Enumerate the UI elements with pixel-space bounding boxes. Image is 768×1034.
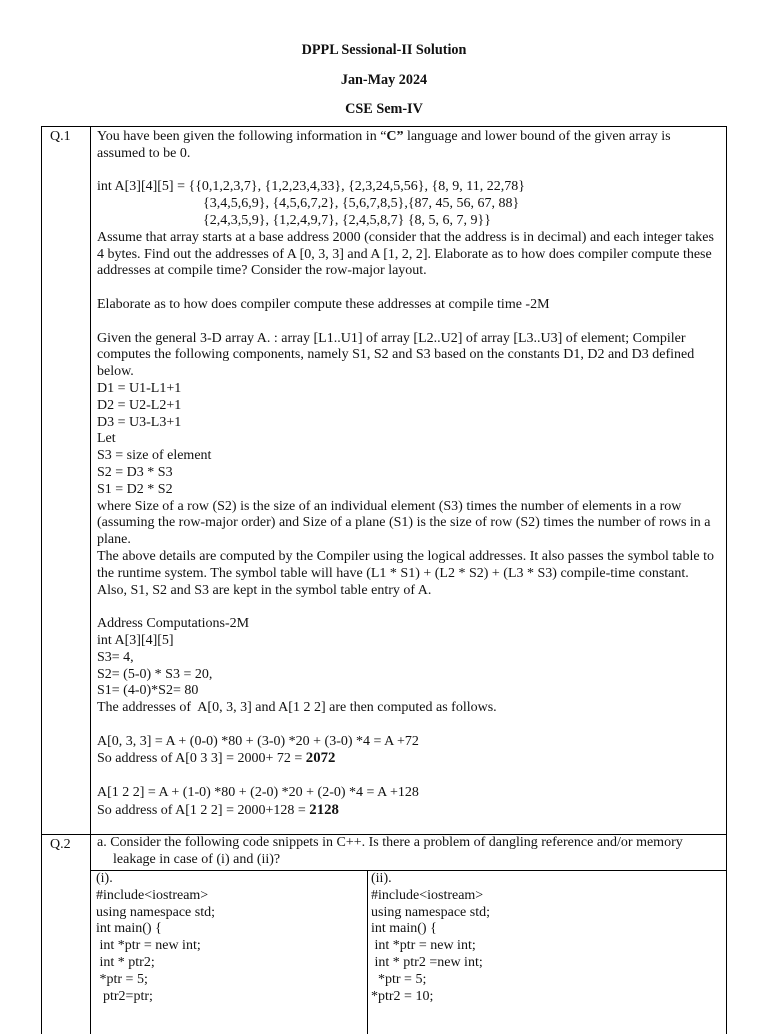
q1-a122-expression: A[1 2 2] = A + (1-0) *80 + (2-0) *20 + (2-0) *4 = A +128	[97, 785, 419, 801]
code-line: int *ptr = new int;	[371, 938, 476, 954]
q1-assumption: Assume that array starts at a base address 2000 (consider that the address is in decimal) and each integer takes 4 bytes. Find out the addresses of A [0, 3, 3] and A [1, 2, 2]. Elaborate as to how does compiler compute these addresses at compile time? Consider the row-major layout.	[97, 229, 718, 279]
code-line: #include<iostream>	[96, 887, 209, 903]
question-1-row	[41, 126, 727, 835]
code-line: int main() {	[96, 921, 162, 937]
question-2-row	[41, 834, 727, 1034]
q1-s2-value: S2= (5-0) * S3 = 20,	[97, 666, 213, 682]
q1-computed-intro: The addresses of A[0, 3, 3] and A[1 2 2] are then computed as follows.	[97, 700, 497, 716]
q1-array-line-2: {3,4,5,6,9}, {4,5,6,7,2}, {5,6,7,8,5},{87, 45, 56, 67, 88}	[203, 196, 520, 212]
q1-declaration: int A[3][4][5]	[97, 632, 174, 648]
q1-s2-definition: S2 = D3 * S3	[97, 464, 173, 480]
code-snippet-i	[91, 871, 368, 1034]
document-term: Jan-May 2024	[340, 72, 428, 88]
q1-let: Let	[97, 431, 116, 447]
code-line: #include<iostream>	[371, 887, 484, 903]
q1-symbol-table-explanation: The above details are computed by the Compiler using the logical addresses. It also passes the symbol table to the runtime system. The symbol table will have (L1 * S1) + (L2 * S2) + (L3 * S3) compile-time constant. Also, S1, S2 and S3 are kept in the symbol table entry of A.	[97, 548, 718, 598]
q1-intro-pre: You have been given the following information in “	[97, 129, 387, 144]
q1-intro	[97, 129, 718, 163]
q1-a033-result: 2072	[305, 750, 336, 767]
q1-a122-result: 2128	[309, 801, 339, 818]
q1-d1: D1 = U1-L1+1	[97, 380, 182, 396]
q1-elaborate-heading: Elaborate as to how does compiler compute these addresses at compile time -2M	[97, 296, 550, 312]
q1-address-computations-heading: Address Computations-2M	[97, 616, 250, 632]
code-snippet-ii-text	[371, 871, 726, 1005]
code-line: *ptr = 5;	[96, 971, 148, 987]
q1-a122-address-label: So address of A[1 2 2] = 2000+128 =	[97, 802, 310, 818]
q1-s1-definition: S1 = D2 * S2	[97, 481, 173, 497]
code-line: *ptr = 5;	[371, 971, 427, 987]
q1-s3-value: S3= 4,	[97, 649, 134, 665]
document-course: CSE Sem-IV	[345, 101, 423, 117]
q1-a122-address	[97, 802, 718, 820]
code-line: int * ptr2;	[96, 954, 155, 970]
q1-where-explanation: where Size of a row (S2) is the size of an individual element (S3) times the number of elements in a row (assuming the row-major order) and Size of a plane (S1) is the size of row (S2) times the number of rows in a plane.	[97, 498, 715, 548]
q1-intro-post: language and lower bound of the given array is assumed to be 0.	[97, 129, 675, 161]
q1-general-array: Given the general 3-D array A. : array [L1..U1] of array [L2..U2] of array [L3..U3] of element; Compiler computes the following components, namely S1, S2 and S3 based on the constants D1, D2 and D3 defined below.	[97, 330, 698, 380]
code-line: using namespace std;	[96, 904, 215, 920]
q2-prompt: a. Consider the following code snippets in C++. Is there a problem of dangling reference and/or memory leakage in case of (i) and (ii)?	[97, 835, 683, 867]
q1-s1-value: S1= (4-0)*S2= 80	[97, 683, 199, 699]
question-2-prompt-cell	[91, 835, 726, 871]
question-1-number: Q.1	[42, 127, 91, 834]
code-line: *ptr2 = 10;	[371, 988, 434, 1004]
q1-d3: D3 = U3-L3+1	[97, 414, 182, 430]
document-title: DPPL Sessional-II Solution	[301, 42, 467, 58]
q1-array-line-3: {2,4,3,5,9}, {1,2,4,9,7}, {2,4,5,8,7} {8, 5, 6, 7, 9}}	[203, 212, 491, 228]
code-line: int *ptr = new int;	[96, 938, 201, 954]
q1-a033-expression: A[0, 3, 3] = A + (0-0) *80 + (3-0) *20 + (3-0) *4 = A +72	[97, 733, 419, 749]
question-1-body	[91, 127, 726, 834]
code-line: (i).	[96, 871, 113, 886]
code-snippet-i-text	[96, 871, 367, 1005]
q1-a033-address-label: So address of A[0 3 3] = 2000+ 72 =	[97, 751, 306, 767]
q1-a033-address	[97, 750, 718, 768]
code-snippet-ii	[368, 871, 726, 1034]
question-2-number: Q.2	[42, 835, 91, 1034]
code-line: ptr2=ptr;	[96, 988, 153, 1004]
code-line: (ii).	[371, 871, 392, 886]
q1-array-line-1: int A[3][4][5] = {{0,1,2,3,7}, {1,2,23,4,33}, {2,3,24,5,56}, {8, 9, 11, 22,78}	[97, 179, 525, 195]
code-line: int main() {	[371, 921, 437, 937]
q1-intro-c: C”	[386, 129, 404, 144]
q1-s3-definition: S3 = size of element	[97, 448, 212, 464]
question-2-code-table	[91, 871, 726, 1034]
q1-d2: D2 = U2-L2+1	[97, 397, 182, 413]
code-line: using namespace std;	[371, 904, 490, 920]
code-line: int * ptr2 =new int;	[371, 954, 483, 970]
